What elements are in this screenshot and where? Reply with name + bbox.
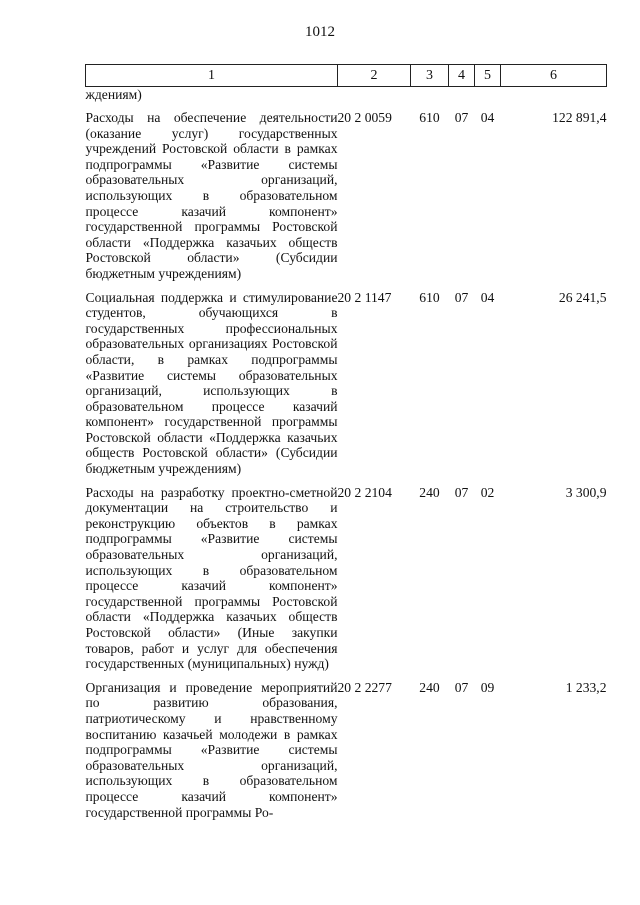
table-row xyxy=(86,485,607,672)
header-col-6: 6 xyxy=(501,65,607,87)
table-row xyxy=(86,110,607,282)
row-description: Расходы на обеспечение деятельности (оказание услуг) государственных учреждений Ростовской области в рамках подпрограммы «Развитие системы образовательных организаций, использующих в образовательном процессе казачий компонент» государственной программы Ростовской области «Поддержка казачьих обществ Ростовской области» (Субсидии бюджетным учреждениям) xyxy=(85,110,338,281)
header-col-5: 5 xyxy=(475,65,501,87)
row-description: Социальная поддержка и стимулирование студентов, обучающихся в государственных профессиональных образовательных организациях Ростовской области, в рамках подпрограммы «Развитие системы образовательных организаций, использующих в образовательном процессе казачий компонент» государственной программы Ростовской области «Поддержка казачьих обществ Ростовской области» (Субсидии бюджетным учреждениям) xyxy=(85,289,338,477)
row-col4: 07 xyxy=(454,110,469,125)
table-row xyxy=(86,680,607,820)
row-description: Организация и проведение мероприятий по развитию образования, патриотическому и нравственному воспитанию казачьей молодежи в рамках подпрограммы «Развитие системы образовательных организаций, использующих в образовательном процессе казачий компонент» государственной программы Ро- xyxy=(85,679,338,820)
row-description: Расходы на разработку проектно-сметной документации на строительство и реконструкцию объектов в рамках подпрограммы «Развитие системы образовательных организаций, использующих в образовательном процессе казачий компонент» государственной программы Ростовской области «Поддержка казачьих обществ Ростовской области» (Иные закупки товаров, работ и услуг для обеспечения государственных (муниципальных) нужд) xyxy=(85,484,338,672)
row-code: 20 2 0059 xyxy=(337,110,392,125)
row-amount: 1 233,2 xyxy=(565,679,607,695)
row-col3: 240 xyxy=(419,679,440,695)
row-col3: 610 xyxy=(419,289,440,305)
header-col-3: 3 xyxy=(411,65,449,87)
row-col5: 04 xyxy=(480,289,495,305)
row-col5: 09 xyxy=(480,679,495,695)
row-col4: 07 xyxy=(454,484,469,500)
row-col5: 02 xyxy=(480,484,495,500)
row-code: 20 2 1147 xyxy=(337,289,392,305)
budget-table xyxy=(85,64,607,820)
row-col4: 07 xyxy=(454,679,469,695)
row-col3: 240 xyxy=(419,484,440,500)
header-col-4: 4 xyxy=(449,65,475,87)
table-header-row xyxy=(86,65,607,87)
row-col3: 610 xyxy=(419,110,440,125)
row-code: 20 2 2277 xyxy=(337,679,392,695)
row-col5: 04 xyxy=(480,110,495,125)
row-amount: 3 300,9 xyxy=(565,484,607,500)
row-amount: 26 241,5 xyxy=(558,289,607,305)
header-col-2: 2 xyxy=(338,65,411,87)
row-col4: 07 xyxy=(454,289,469,305)
row-code: 20 2 2104 xyxy=(337,484,392,500)
continuation-text: ждениям) xyxy=(85,87,142,102)
table-row xyxy=(86,290,607,477)
header-col-1: 1 xyxy=(86,65,338,87)
row-amount: 122 891,4 xyxy=(552,110,607,125)
page-number: 1012 xyxy=(305,24,335,40)
continuation-row xyxy=(86,87,607,103)
